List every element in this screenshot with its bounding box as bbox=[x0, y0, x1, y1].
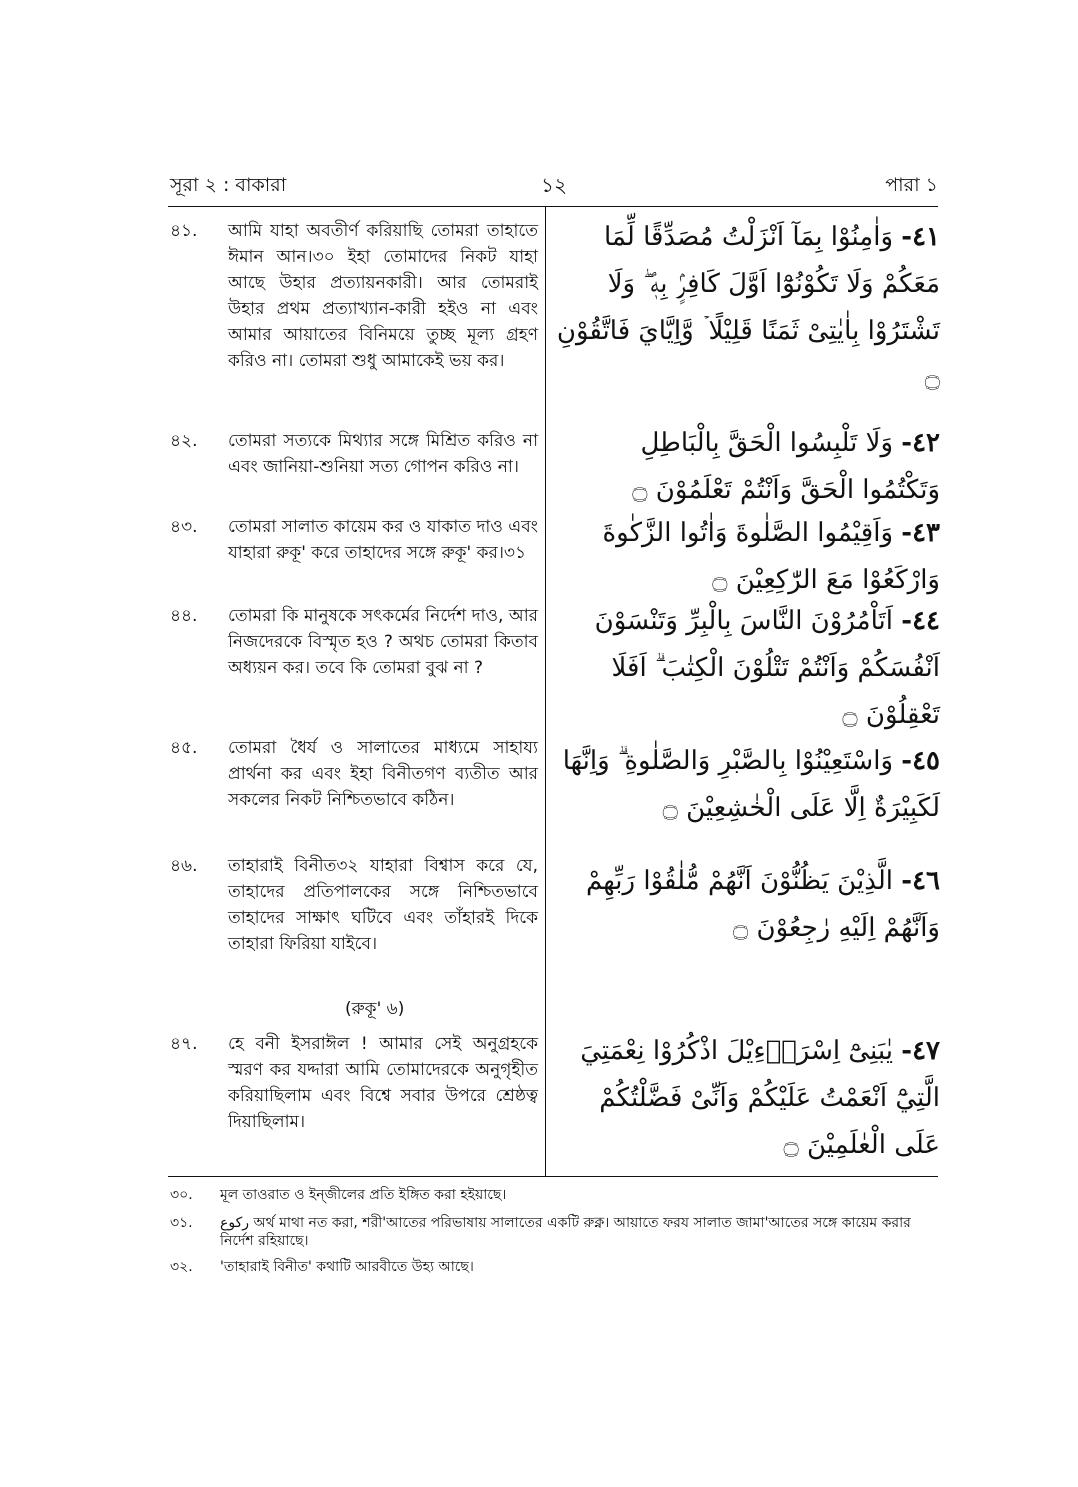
verse-text: হে বনী ইসরাঈল ! আমার সেই অনুগ্রহকে স্মরণ কর যদ্দারা আমি তোমাদেরকে অনুগৃহীত করিয়াছিলাম এবং বিশ্বে সবার উপরে শ্রেষ্ঠত্ব দিয়াছিলাম। bbox=[228, 1034, 538, 1132]
verse-text: তোমরা কি মানুষকে সৎকর্মের নির্দেশ দাও, আর নিজদেরকে বিস্মৃত হও ? অথচ তোমরা কিতাব অধ্যয়ন কর। তবে কি তোমরা বুঝ না ? bbox=[228, 606, 538, 678]
page-number: ১২ bbox=[541, 173, 567, 197]
verse-bn-41 bbox=[170, 218, 538, 374]
verse-number: ٤٧- bbox=[901, 1036, 940, 1066]
verse-text: الَّذِيْنَ يَظُنُّوْنَ اَنَّهُمْ مُّلٰقُوْا رَبِّهِمْ وَاَنَّهُمْ اِلَيْهِ رٰجِعُوْنَ ۝ bbox=[586, 866, 940, 943]
footnote-text: 'তাহারাই বিনীত' কথাটি আরবীতে উহ্য আছে। bbox=[220, 1259, 474, 1275]
verse-bn-42 bbox=[170, 428, 538, 480]
verse-number: ৪২. bbox=[170, 431, 198, 451]
verse-number: ৪১. bbox=[170, 221, 198, 241]
verse-text: وَلَا تَلْبِسُوا الْحَقَّ بِالْبَاطِلِ وَتَكْتُمُوا الْحَقَّ وَاَنْتُمْ تَعْلَمُوْنَ ۝ bbox=[632, 428, 940, 505]
verse-number: ৪৪. bbox=[170, 606, 198, 626]
verse-number: ٤٦- bbox=[901, 866, 940, 896]
verse-number: ٤٥- bbox=[901, 746, 940, 776]
surah-title: সূরা ২ : বাকারা bbox=[170, 174, 287, 196]
verse-bn-43 bbox=[170, 514, 538, 566]
verse-number: ৪৫. bbox=[170, 738, 198, 758]
verse-text: وَاَقِيْمُوا الصَّلٰوةَ وَاٰتُوا الزَّكٰوةَ وَارْكَعُوْا مَعَ الرّٰكِعِيْنَ ۝ bbox=[602, 518, 940, 595]
verse-number: ٤٤- bbox=[901, 606, 940, 636]
verse-ar-45 bbox=[556, 738, 940, 832]
verse-text: তাহারাই বিনীত৩২ যাহারা বিশ্বাস করে যে, তাহাদের প্রতিপালকের সঙ্গে নিশ্চিতভাবে তাহাদের সাক্ষাৎ ঘটিবে এবং তাঁহারই দিকে তাহারা ফিরিয়া যাইবে। bbox=[228, 856, 538, 954]
verse-number: ৪৬. bbox=[170, 856, 198, 876]
verse-bn-44 bbox=[170, 603, 538, 681]
verse-ar-43 bbox=[556, 510, 940, 604]
verse-text: তোমরা সত্যকে মিথ্যার সঙ্গে মিশ্রিত করিও না এবং জানিয়া-শুনিয়া সত্য গোপন করিও না। bbox=[228, 431, 538, 477]
footnote-number: ৩১. bbox=[170, 1215, 193, 1231]
para-label: পারা ১ bbox=[885, 174, 938, 196]
footnote-31 bbox=[170, 1214, 930, 1250]
verse-text: তোমরা সালাত কায়েম কর ও যাকাত দাও এবং যাহারা রুকূ' করে তাহাদের সঙ্গে রুকূ' কর।৩১ bbox=[228, 517, 538, 563]
ruku-label: (রুকূ' ৬) bbox=[345, 999, 405, 1019]
footnote-text: ركوع অর্থ মাথা নত করা, শরী'আতের পরিভাষায় সালাতের একটি রুক্ন। আয়াতে ফরয সালাত জামা'আতের সঙ্গে কায়েম করার নির্দেশ রহিয়াছে। bbox=[220, 1215, 911, 1249]
page-header bbox=[170, 165, 938, 205]
verse-ar-44 bbox=[556, 598, 940, 739]
footnote-32 bbox=[170, 1258, 930, 1276]
verse-text: وَاسْتَعِيْنُوْا بِالصَّبْرِ وَالصَّلٰوةِ ۗ وَاِنَّهَا لَكَبِيْرَةٌ اِلَّا عَلَى الْخٰشِعِيْنَ ۝ bbox=[562, 746, 940, 823]
footnote-number: ৩২. bbox=[170, 1259, 193, 1275]
verse-number: ৪৭. bbox=[170, 1034, 198, 1054]
footnote-rule bbox=[168, 1176, 938, 1177]
verse-text: আমি যাহা অবতীর্ণ করিয়াছি তোমরা তাহাতে ঈমান আন।৩০ ইহা তোমাদের নিকট যাহা আছে উহার প্রত্যায়নকারী। আর তোমরাই উহার প্রথম প্রত্যাখ্যান-কারী হইও না এবং আমার আয়াতের বিনিময়ে তুচ্ছ মূল্য গ্রহণ করিও না। তোমরা শুধু আমাকেই ভয় কর। bbox=[228, 221, 538, 371]
verse-bn-45 bbox=[170, 735, 538, 813]
verse-number: ٤٣- bbox=[901, 518, 940, 548]
footnote-text: মূল তাওরাত ও ইন্জীলের প্রতি ইঙ্গিত করা হইয়াছে। bbox=[220, 1187, 507, 1203]
footnote-number: ৩০. bbox=[170, 1187, 193, 1203]
verse-text: وَاٰمِنُوْا بِمَآ اَنْزَلْتُ مُصَدِّقًا لِّمَا مَعَكُمْ وَلَا تَكُوْنُوْٓا اَوَّلَ كَافِرٍۢ بِهٖ ۖ وَلَا تَشْتَرُوْا بِاٰيٰتِىْ ثَمَنًا قَلِيْلًا ۡ وَّاِيَّايَ فَاتَّقُوْنِ ۝ bbox=[556, 222, 940, 393]
verse-bn-46 bbox=[170, 853, 538, 957]
verse-ar-47 bbox=[556, 1028, 940, 1169]
verse-ar-41 bbox=[556, 214, 940, 402]
verse-ar-42 bbox=[556, 420, 940, 514]
verse-ar-46 bbox=[556, 858, 940, 952]
column-divider bbox=[545, 206, 546, 1176]
verse-number: ٤١- bbox=[901, 222, 940, 252]
header-rule bbox=[168, 206, 938, 207]
verse-text: يٰبَنِىْٓ اِسْرَاۗءِيْلَ اذْكُرُوْا نِعْمَتِيَ الَّتِيْٓ اَنْعَمْتُ عَلَيْكُمْ وَاَنِّىْ فَضَّلْتُكُمْ عَلَى الْعٰلَمِيْنَ ۝ bbox=[580, 1036, 940, 1160]
verse-bn-47 bbox=[170, 1031, 538, 1135]
verse-text: اَتَاْمُرُوْنَ النَّاسَ بِالْبِرِّ وَتَنْسَوْنَ اَنْفُسَكُمْ وَاَنْتُمْ تَتْلُوْنَ الْكِتٰبَ ۗ اَفَلَا تَعْقِلُوْنَ ۝ bbox=[594, 606, 940, 730]
verse-number: ৪৩. bbox=[170, 517, 198, 537]
verse-number: ٤٢- bbox=[901, 428, 940, 458]
footnote-30 bbox=[170, 1186, 930, 1204]
verse-text: তোমরা ধৈর্য ও সালাতের মাধ্যমে সাহায্য প্রার্থনা কর এবং ইহা বিনীতগণ ব্যতীত আর সকলের নিকট নিশ্চিতভাবে কঠিন। bbox=[228, 738, 538, 810]
